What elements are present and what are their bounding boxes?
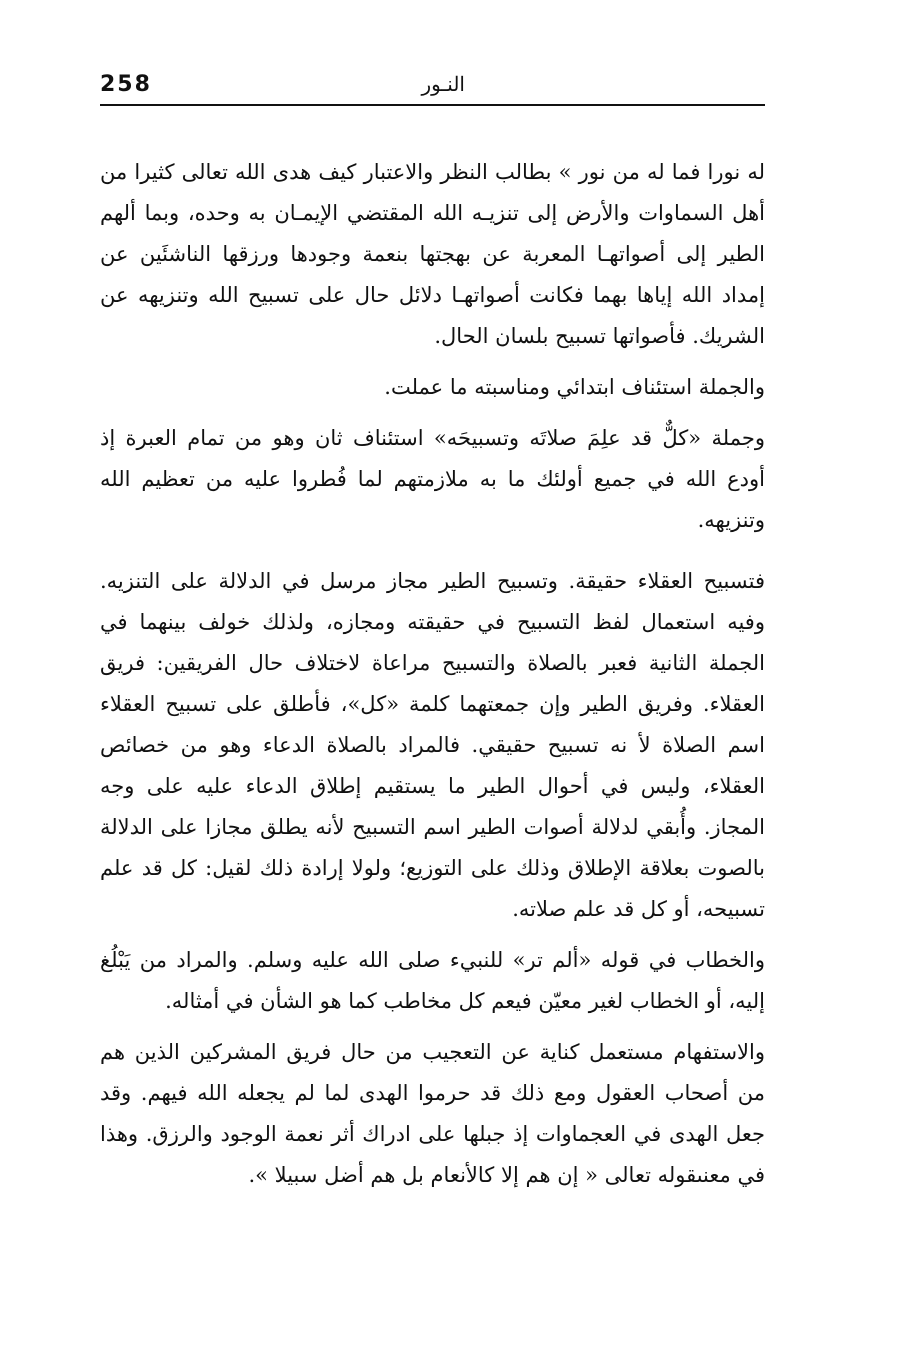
- paragraph: والاستفهام مستعمل كناية عن التعجيب من حال فريق المشركين الذين هم من أصحاب العقول ومع ذلك قد حرموا الهدى لما لم يجعله الله فيهم. وقد جعل الهدى في العجماوات إذ جبلها على ادراك أثر نعمة الوجود والرزق. وهذا في معنىقوله تعالى « إن هم إلا كالأنعام بل هم أضل سبيلا ».: [100, 1040, 765, 1187]
- page-body: [100, 152, 765, 1196]
- paragraph: والخطاب في قوله «ألم تر» للنبيء صلى الله عليه وسلم. والمراد من يَبْلُغ إليه، أو الخطاب لغير معيّن فيعم كل مخاطب كما هو الشأن في أمثاله.: [100, 948, 765, 1013]
- header-divider: [100, 104, 765, 106]
- page-header: [100, 62, 765, 106]
- paragraph: والجملة استئناف ابتدائي ومناسبته ما عملت.: [384, 375, 765, 399]
- running-title: النـور: [421, 72, 465, 96]
- page-number: 258: [100, 72, 152, 97]
- paragraph: له نورا فما له من نور » بطالب النظر والاعتبار كيف هدى الله تعالى كثيرا من أهل السماوات والأرض إلى تنزيـه الله المقتضي الإيمـان به وحده، وبما ألهم الطير إلى أصواتهـا المعربة عن بهجتها بنعمة وجودها ورزقها الناشئَين عن إمداد الله إياها بهما فكانت أصواتهـا دلائل حال على تسبيح الله وتنزيهه عن الشريك. فأصواتها تسبيح بلسان الحال.: [100, 160, 765, 348]
- paragraph: وجملة «كلٌّ قد علِمَ صلاتَه وتسبيحَه» استئناف ثان وهو من تمام العبرة إذ أودع الله في جميع أولئك ما به ملازمتهم لما فُطروا عليه من تعظيم الله وتنزيهه.: [100, 426, 765, 532]
- paragraph: فتسبيح العقلاء حقيقة. وتسبيح الطير مجاز مرسل في الدلالة على التنزيه. وفيه استعمال لفظ التسبيح في حقيقته ومجازه، ولذلك خولف بينهما في الجملة الثانية فعبر بالصلاة والتسبيح مراعاة لاختلاف حال الفريقين: فريق العقلاء. وفريق الطير وإن جمعتهما كلمة «كل»، فأطلق على تسبيح العقلاء اسم الصلاة لأ نه تسبيح حقيقي. فالمراد بالصلاة الدعاء وهو من خصائص العقلاء، وليس في أحوال الطير ما يستقيم إطلاق الدعاء عليه على وجه المجاز. وأُبقي لدلالة أصوات الطير اسم التسبيح لأنه يطلق مجازا على الدلالة بالصوت بعلاقة الإطلاق وذلك على التوزيع؛ ولولا إرادة ذلك لقيل: كل قد علم تسبيحه، أو كل قد علم صلاته.: [100, 569, 765, 921]
